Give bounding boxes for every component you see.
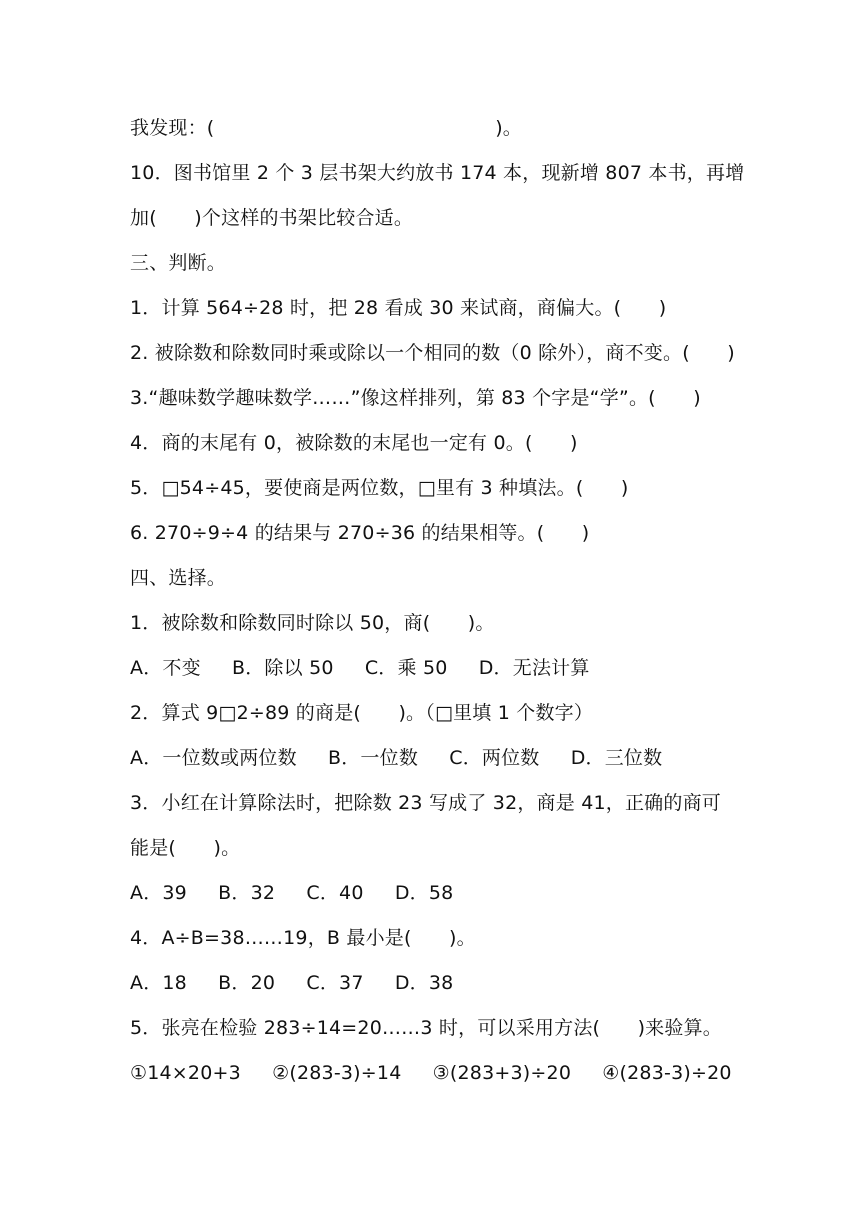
judgment-item-1: 1．计算 564÷28 时，把 28 看成 30 来试商，商偏大。( )	[130, 297, 667, 319]
judgment-item-5: 5．□54÷45，要使商是两位数，□里有 3 种填法。( )	[130, 477, 629, 499]
choice-options-3: A．39 B．32 C．40 D．58	[130, 882, 454, 904]
choice-question-3-line-2: 能是( )。	[130, 837, 241, 859]
discovery-answer-line: 我发现：( )。	[130, 117, 523, 139]
choice-options-1: A．不变 B．除以 50 C．乘 50 D．无法计算	[130, 657, 590, 679]
choice-options-4: A．18 B．20 C．37 D．38	[130, 972, 454, 994]
question-10-line-2: 加( )个这样的书架比较合适。	[130, 207, 414, 229]
choice-options-2: A．一位数或两位数 B．一位数 C．两位数 D．三位数	[130, 747, 663, 769]
choice-question-2: 2．算式 9□2÷89 的商是( )。（□里填 1 个数字）	[130, 702, 594, 724]
choice-options-5: ①14×20+3 ②(283-3)÷14 ③(283+3)÷20 ④(283-3)÷20	[130, 1062, 732, 1084]
judgment-item-4: 4．商的末尾有 0，被除数的末尾也一定有 0。( )	[130, 432, 578, 454]
judgment-item-2: 2. 被除数和除数同时乘或除以一个相同的数（0 除外），商不变。( )	[130, 342, 735, 364]
choice-question-1: 1．被除数和除数同时除以 50，商( )。	[130, 612, 495, 634]
section-choice-heading: 四、选择。	[130, 567, 227, 589]
judgment-item-3: 3.“趣味数学趣味数学……”像这样排列，第 83 个字是“学”。( )	[130, 387, 701, 409]
choice-question-3-line-1: 3．小红在计算除法时，把除数 23 写成了 32，商是 41，正确的商可	[130, 792, 721, 814]
choice-question-5: 5．张亮在检验 283÷14=20……3 时，可以采用方法( )来验算。	[130, 1017, 722, 1039]
section-judgment-heading: 三、判断。	[130, 252, 227, 274]
question-10-line-1: 10．图书馆里 2 个 3 层书架大约放书 174 本，现新增 807 本书，再增	[130, 162, 745, 184]
judgment-item-6: 6. 270÷9÷4 的结果与 270÷36 的结果相等。( )	[130, 522, 590, 544]
choice-question-4: 4．A÷B=38……19，B 最小是( )。	[130, 927, 476, 949]
